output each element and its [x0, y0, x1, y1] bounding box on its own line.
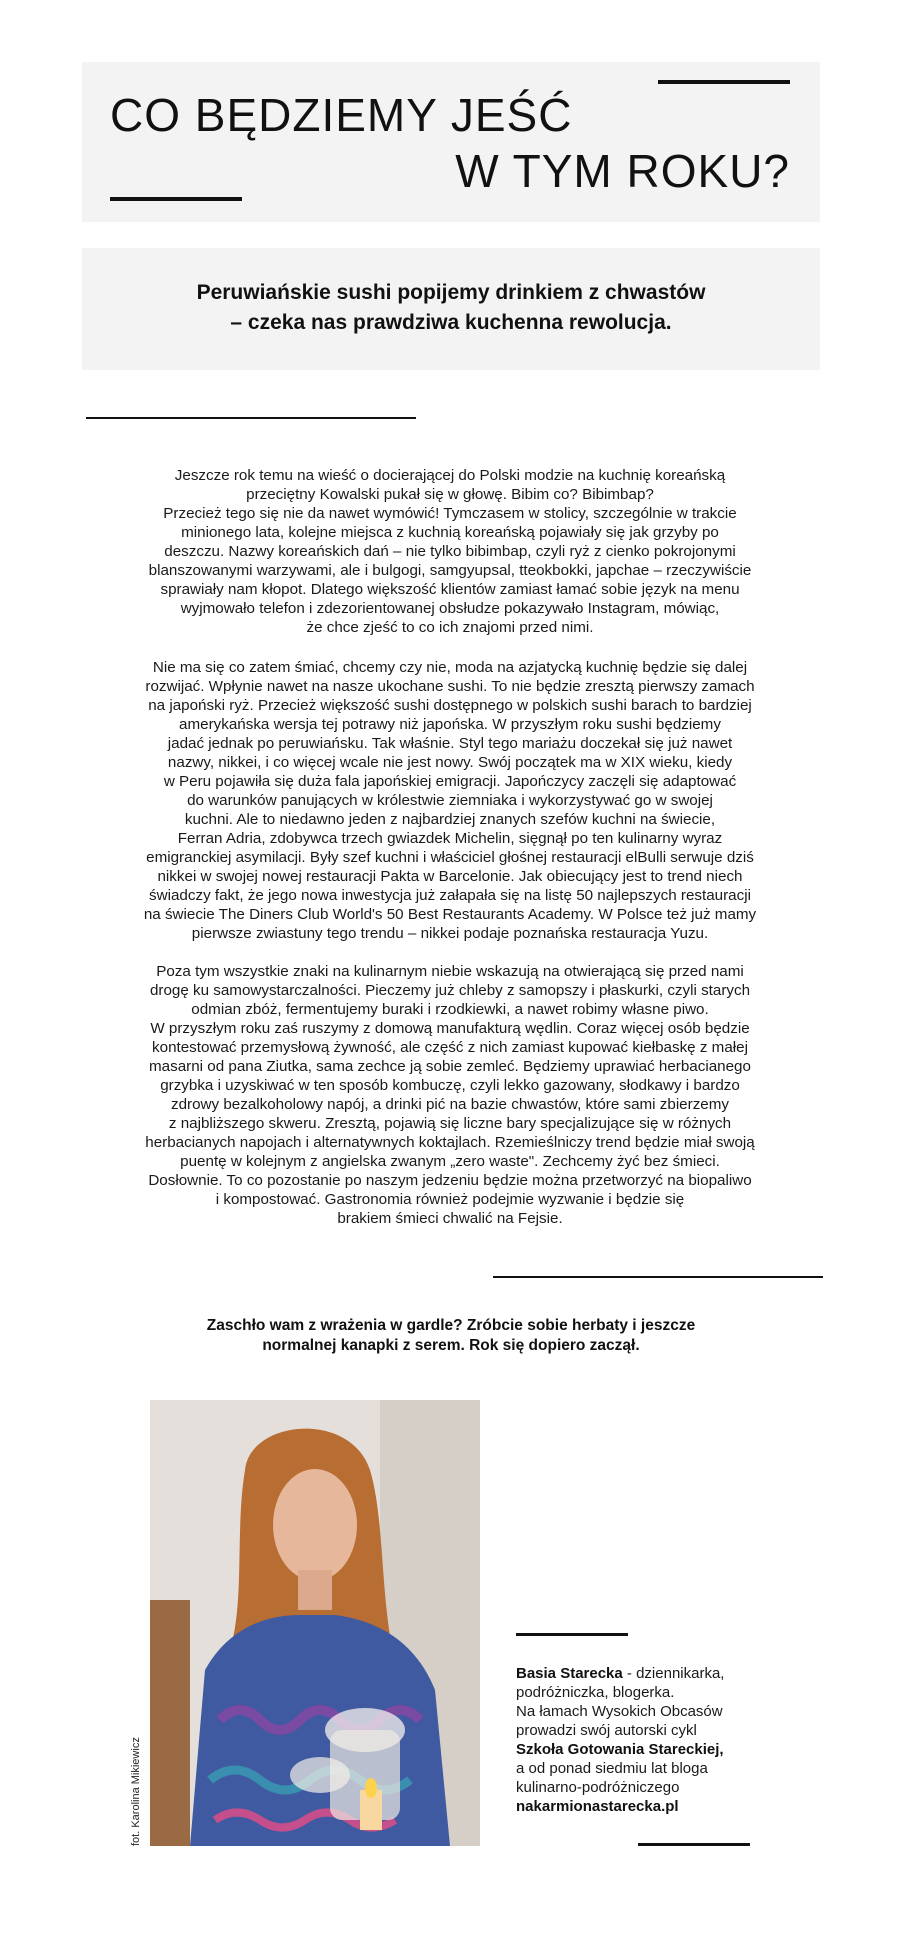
text-line: Przecież tego się nie da nawet wymówić! Tymczasem w stolicy, szczególnie w trakcie [163, 505, 737, 522]
text-line: sprawiały nam kłopot. Dlatego większość klientów zamiast łamać sobie język na menu [160, 581, 740, 598]
text-line: masarni od pana Ziutka, sama zechce ją sobie zemleć. Będziemy uprawiać herbacianego [149, 1058, 751, 1075]
bio-line: Na łamach Wysokich Obcasów [516, 1703, 723, 1720]
text-line: kuchni. Ale to niedawno jeden z najbardziej znanych szefów kuchni na świecie, [184, 811, 716, 828]
text-line: drogę ku samowystarczalności. Pieczemy już chleby z samopszy i płaskurki, czyli starych [149, 982, 751, 999]
text-line: puentę w kolejnym z angielska zwanym „zero waste". Zechcemy żyć bez śmieci. [180, 1153, 720, 1170]
closing-text [82, 1316, 820, 1356]
text-line: świadczy fakt, że jego nowa inwestycja już załapała się na listę 50 najlepszych restauracji [149, 887, 751, 904]
text-line: nazwy, nikkei, i co więcej wcale nie jest nowy. Swój początek ma w XIX wieku, kiedy [167, 754, 733, 771]
text-line: nikkei w swojej nowej restauracji Pakta w Barcelonie. Jak obiecujący jest to trend niech [157, 868, 743, 885]
text-line: Poza tym wszystkie znaki na kulinarnym niebie wskazują na otwierającą się przed nami [156, 963, 744, 980]
text-line: jadać jednak po peruwiańsku. Tak właśnie. Styl tego mariażu doczekał się już nawet [167, 735, 733, 752]
author-photo [150, 1400, 480, 1846]
text-line: brakiem śmieci chwalić na Fejsie. [337, 1210, 563, 1227]
text-line: i kompostować. Gastronomia również podejmie wyzwanie i będzie się [215, 1191, 685, 1208]
bio-blog-url [516, 1797, 816, 1816]
text-line: Dosłownie. To co pozostanie po naszym jedzeniu będzie można przetworzyć na biopaliwo [148, 1172, 752, 1189]
bio-rule-top [516, 1633, 628, 1636]
text-line: deszczu. Nazwy koreańskich dań – nie tylko bibimbap, czyli ryż z cienko pokrojonymi [164, 543, 736, 560]
text-line: odmian zbóż, fermentujemy buraki i rzodkiewki, a nawet robimy własne piwo. [191, 1001, 709, 1018]
author-photo-illustration [150, 1400, 480, 1846]
text-line: wyjmowało telefon i zdezorientowanej obsłudze pokazywało Instagram, mówiąc, [180, 600, 720, 617]
text-line: kontestować przemysłową żywność, ale część z nich zamiast kupować kiełbaskę z małej [152, 1039, 748, 1056]
text-line: amerykańska wersja tej potrawy niż japońska. W przyszłym roku sushi będziemy [179, 716, 721, 733]
page-title-line-1: CO BĘDZIEMY JEŚĆ [110, 89, 573, 141]
text-line: Nie ma się co zatem śmiać, chcemy czy nie, moda na azjatycką kuchnię będzie się dalej [152, 659, 748, 676]
text-line: przeciętny Kowalski pukał się w głowę. Bibim co? Bibimbap? [246, 486, 654, 503]
section-divider [86, 417, 416, 419]
text-line: do warunków panujących w królestwie ziemniaka i wykorzystywać go w swojej [187, 792, 713, 809]
body-paragraph-1 [88, 466, 812, 637]
text-line: zdrowy bezalkoholowy napój, a drinki pić na bazie chwastów, które sami zbierzemy [171, 1096, 729, 1113]
bio-rule-bottom [638, 1843, 750, 1846]
closing-line: normalnej kanapki z serem. Rok się dopiero zaczął. [262, 1337, 640, 1354]
bio-line [516, 1664, 816, 1683]
text-line: blanszowanymi warzywami, ale i bulgogi, samgyupsal, tteokbokki, japchae – rzeczywiście [148, 562, 752, 579]
bio-line: kulinarno-podróżniczego [516, 1779, 680, 1796]
text-line: minionego lata, kolejne miejsca z kuchnią koreańską pojawiały się jak grzyby po [181, 524, 719, 541]
text-line: na japoński ryż. Przecież większość sushi dostępnego w polskich sushi barach to bardziej [148, 697, 752, 714]
bio-line: prowadzi swój autorski cykl [516, 1722, 697, 1739]
text-line: pierwsze zwiastuny tego trendu – nikkei podaje poznańska restauracja Yuzu. [191, 925, 709, 942]
blog-url: nakarmionastarecka.pl [516, 1798, 679, 1815]
author-bio [516, 1664, 816, 1816]
text-line: w Peru pojawiła się duża fala japońskiej emigracji. Japończycy zaczęli się adaptować [163, 773, 737, 790]
bio-column-name [516, 1740, 816, 1759]
bio-line: a od ponad siedmiu lat bloga [516, 1760, 708, 1777]
text-line: W przyszłym roku zaś ruszymy z domową manufakturą wędlin. Coraz więcej osób będzie [150, 1020, 750, 1037]
lead-box [82, 248, 820, 370]
column-name: Szkoła Gotowania Stareckiej, [516, 1741, 724, 1758]
text-line: rozwijać. Wpłynie nawet na nasze ukochane sushi. To nie będzie zresztą pierwszy zamach [145, 678, 755, 695]
lead-text [82, 278, 820, 338]
author-name: Basia Starecka [516, 1665, 623, 1682]
section-divider [493, 1276, 823, 1278]
text-line: z najbliższego skweru. Zresztą, pojawią się liczne bary specjalizujące się w różnych [168, 1115, 732, 1132]
author-role: - dziennikarka, [622, 1665, 725, 1682]
lead-line: – czeka nas prawdziwa kuchenna rewolucja. [230, 311, 672, 334]
text-line: grzybka i uzyskiwać w ten sposób kombuczę, czyli lekko gazowany, słodkawy i bardzo [160, 1077, 740, 1094]
page-title-line-2: W TYM ROKU? [455, 145, 790, 197]
text-line: herbacianych napojach i alternatywnych koktajlach. Rzemieślniczy trend będzie miał swoją [145, 1134, 755, 1151]
body-paragraph-3 [88, 962, 812, 1228]
title-rule-bottom [110, 197, 242, 201]
text-line: Jeszcze rok temu na wieść o docierającej do Polski modzie na kuchnię koreańską [174, 467, 726, 484]
lead-line: Peruwiańskie sushi popijemy drinkiem z chwastów [196, 281, 706, 304]
title-rule-top [658, 80, 790, 84]
bio-line: podróżniczka, blogerka. [516, 1684, 675, 1701]
text-line: Ferran Adria, zdobywca trzech gwiazdek Michelin, sięgnął po ten kulinarny wyraz [177, 830, 723, 847]
text-line: że chce zjeść to co ich znajomi przed nimi. [306, 619, 594, 636]
body-paragraph-2 [88, 658, 812, 943]
closing-line: Zaschło wam z wrażenia w gardle? Zróbcie sobie herbaty i jeszcze [206, 1317, 696, 1334]
text-line: emigranckiej asymilacji. Były szef kuchni i właściciel głośnej restauracji elBulli serwuje dziś [146, 849, 754, 866]
photo-credit: fot. Karolina Mikiewicz [130, 1737, 142, 1846]
text-line: na świecie The Diners Club World's 50 Best Restaurants Academy. W Polsce też już mamy [143, 906, 757, 923]
